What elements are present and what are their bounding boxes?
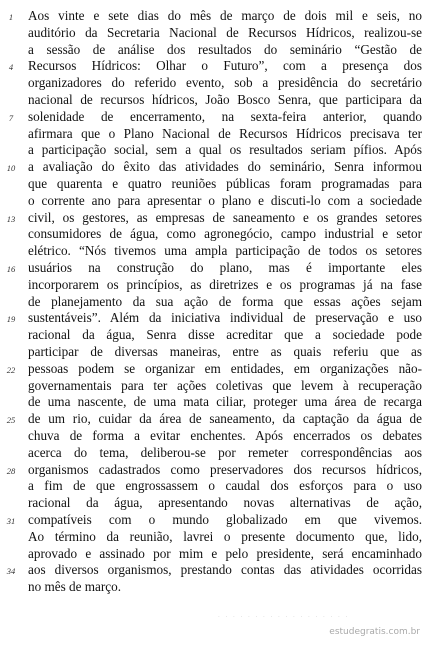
line-text: governamentais para ter ações coletivas que levem à recuperação [28,377,422,393]
line-number: 31 [6,516,16,526]
line-number: 13 [6,213,16,224]
line-number: 10 [6,163,16,174]
line-number: 22 [6,364,16,375]
line-number: 4 [8,62,14,73]
text-line [0,176,424,192]
line-text: nacional de recursos hídricos, João Bosco Senra, que participara da [28,92,422,107]
text-line [0,8,424,24]
line-text: afirmara que o Plano Nacional de Recursos Hídricos precisava ter [28,125,422,141]
text-line [0,92,424,108]
text-line [0,478,424,494]
line-number: 1 [8,12,14,22]
line-number: 25 [6,415,16,426]
text-line [0,226,424,242]
line-text: o corrente ano para apresentar o plano e discuti-lo com a sociedade [28,192,422,208]
line-text: organismos cadastrados como preservadores dos recursos hídricos, [28,461,422,477]
line-text: Recursos Hídricos: Olhar o Futuro”, com a presença dos [28,58,422,74]
text-line [0,310,424,326]
faded-source-reference: . . . . . . . . . . . . . . . . . . [218,611,350,619]
text-line [0,294,424,310]
line-text: incorporarem os princípios, as diretrizes e os programas já na fase [28,276,422,292]
line-text: compatíveis com o mundo globalizado em que vivemos. [28,512,422,527]
text-line [0,25,424,41]
line-text: consumidores de água, como agronegócio, campo industrial e setor [28,226,422,242]
line-text: a participação social, sem a qual os resultados seriam pífios. Após [28,142,422,158]
line-text: aos diversos organismos, prestando contas das atividades ocorridas [28,562,422,578]
text-line [0,159,424,175]
line-text: pessoas podem se organizar em entidades, em organizações não- [28,360,422,376]
line-text: Aos vinte e sete dias do mês de março de dois mil e seis, no [28,8,422,23]
line-number: 7 [8,112,14,123]
text-line [0,512,424,528]
watermark: estudegratis.com.br [329,627,420,637]
text-line [0,126,424,142]
text-line [0,344,424,360]
line-text: no mês de março. [28,579,122,595]
line-text: elétrico. “Nós tivemos uma ampla participação de todos os setores [28,243,422,259]
text-line [0,210,424,226]
line-text: civil, os gestores, as empresas de saneamento e os grandes setores [28,209,422,225]
text-line [0,142,424,158]
text-line [0,361,424,377]
line-text: a avaliação do êxito das atividades do seminário, Senra informou [28,159,422,175]
text-line [0,277,424,293]
text-line [0,42,424,58]
line-text: a fim de que engrossassem o caudal dos esforços para o uso [28,478,422,494]
text-line [0,495,424,511]
text-line [0,445,424,461]
text-line [0,529,424,545]
text-line [0,260,424,276]
line-text: organizadores do referido evento, sob a presidência do secretário [28,75,422,91]
line-number: 16 [6,264,16,274]
line-text: chuva de forma a evitar enchentes. Após encerrados os debates [28,428,422,443]
line-text: acerca do tema, deliberou-se por remeter correspondências aos [28,444,422,460]
line-text: de um rio, cuidar da área de saneamento, da captação da água de [28,411,422,427]
line-text: solenidade de encerramento, na sexta-feira anterior, quando [28,108,422,124]
text-line [0,462,424,478]
text-line [0,243,424,259]
line-text: aprovado e assinado por mim e pelo presidente, será encaminhado [28,545,422,561]
text-line [0,75,424,91]
line-text: racional da água, Senra disse acreditar que a sociedade pode [28,327,422,343]
text-line [0,411,424,427]
text-line [0,378,424,394]
line-text: de uma nascente, de uma mata ciliar, proteger uma área de recarga [28,394,422,410]
line-number: 28 [6,465,16,476]
line-text: auditório da Secretaria Nacional de Recursos Hídricos, realizou-se [28,24,422,40]
text-line [0,327,424,343]
text-line [0,193,424,209]
line-text: que quarenta e quatro reuniões públicas foram programadas para [28,176,422,191]
text-line [0,394,424,410]
line-number: 19 [6,314,16,325]
line-text: usuários na construção do plano, mas é importante eles [28,260,422,275]
line-text: Ao término da reunião, lavrei o presente documento que, lido, [28,528,422,544]
text-line [0,109,424,125]
line-text: de planejamento da sua ação de forma que essas ações sejam [28,293,422,309]
line-text: a sessão de análise dos resultados do seminário “Gestão de [28,41,422,57]
line-text: participar de diversas maneiras, entre as quais referiu que as [28,344,422,359]
text-line [0,579,424,595]
line-number: 34 [6,566,16,577]
text-line [0,562,424,578]
line-text: racional da água, apresentando novas alternativas de ação, [28,495,422,511]
text-line [0,428,424,444]
text-line [0,546,424,562]
text-line [0,58,424,74]
line-text: sustentáveis”. Além da iniciativa individual de preservação e uso [28,310,422,326]
